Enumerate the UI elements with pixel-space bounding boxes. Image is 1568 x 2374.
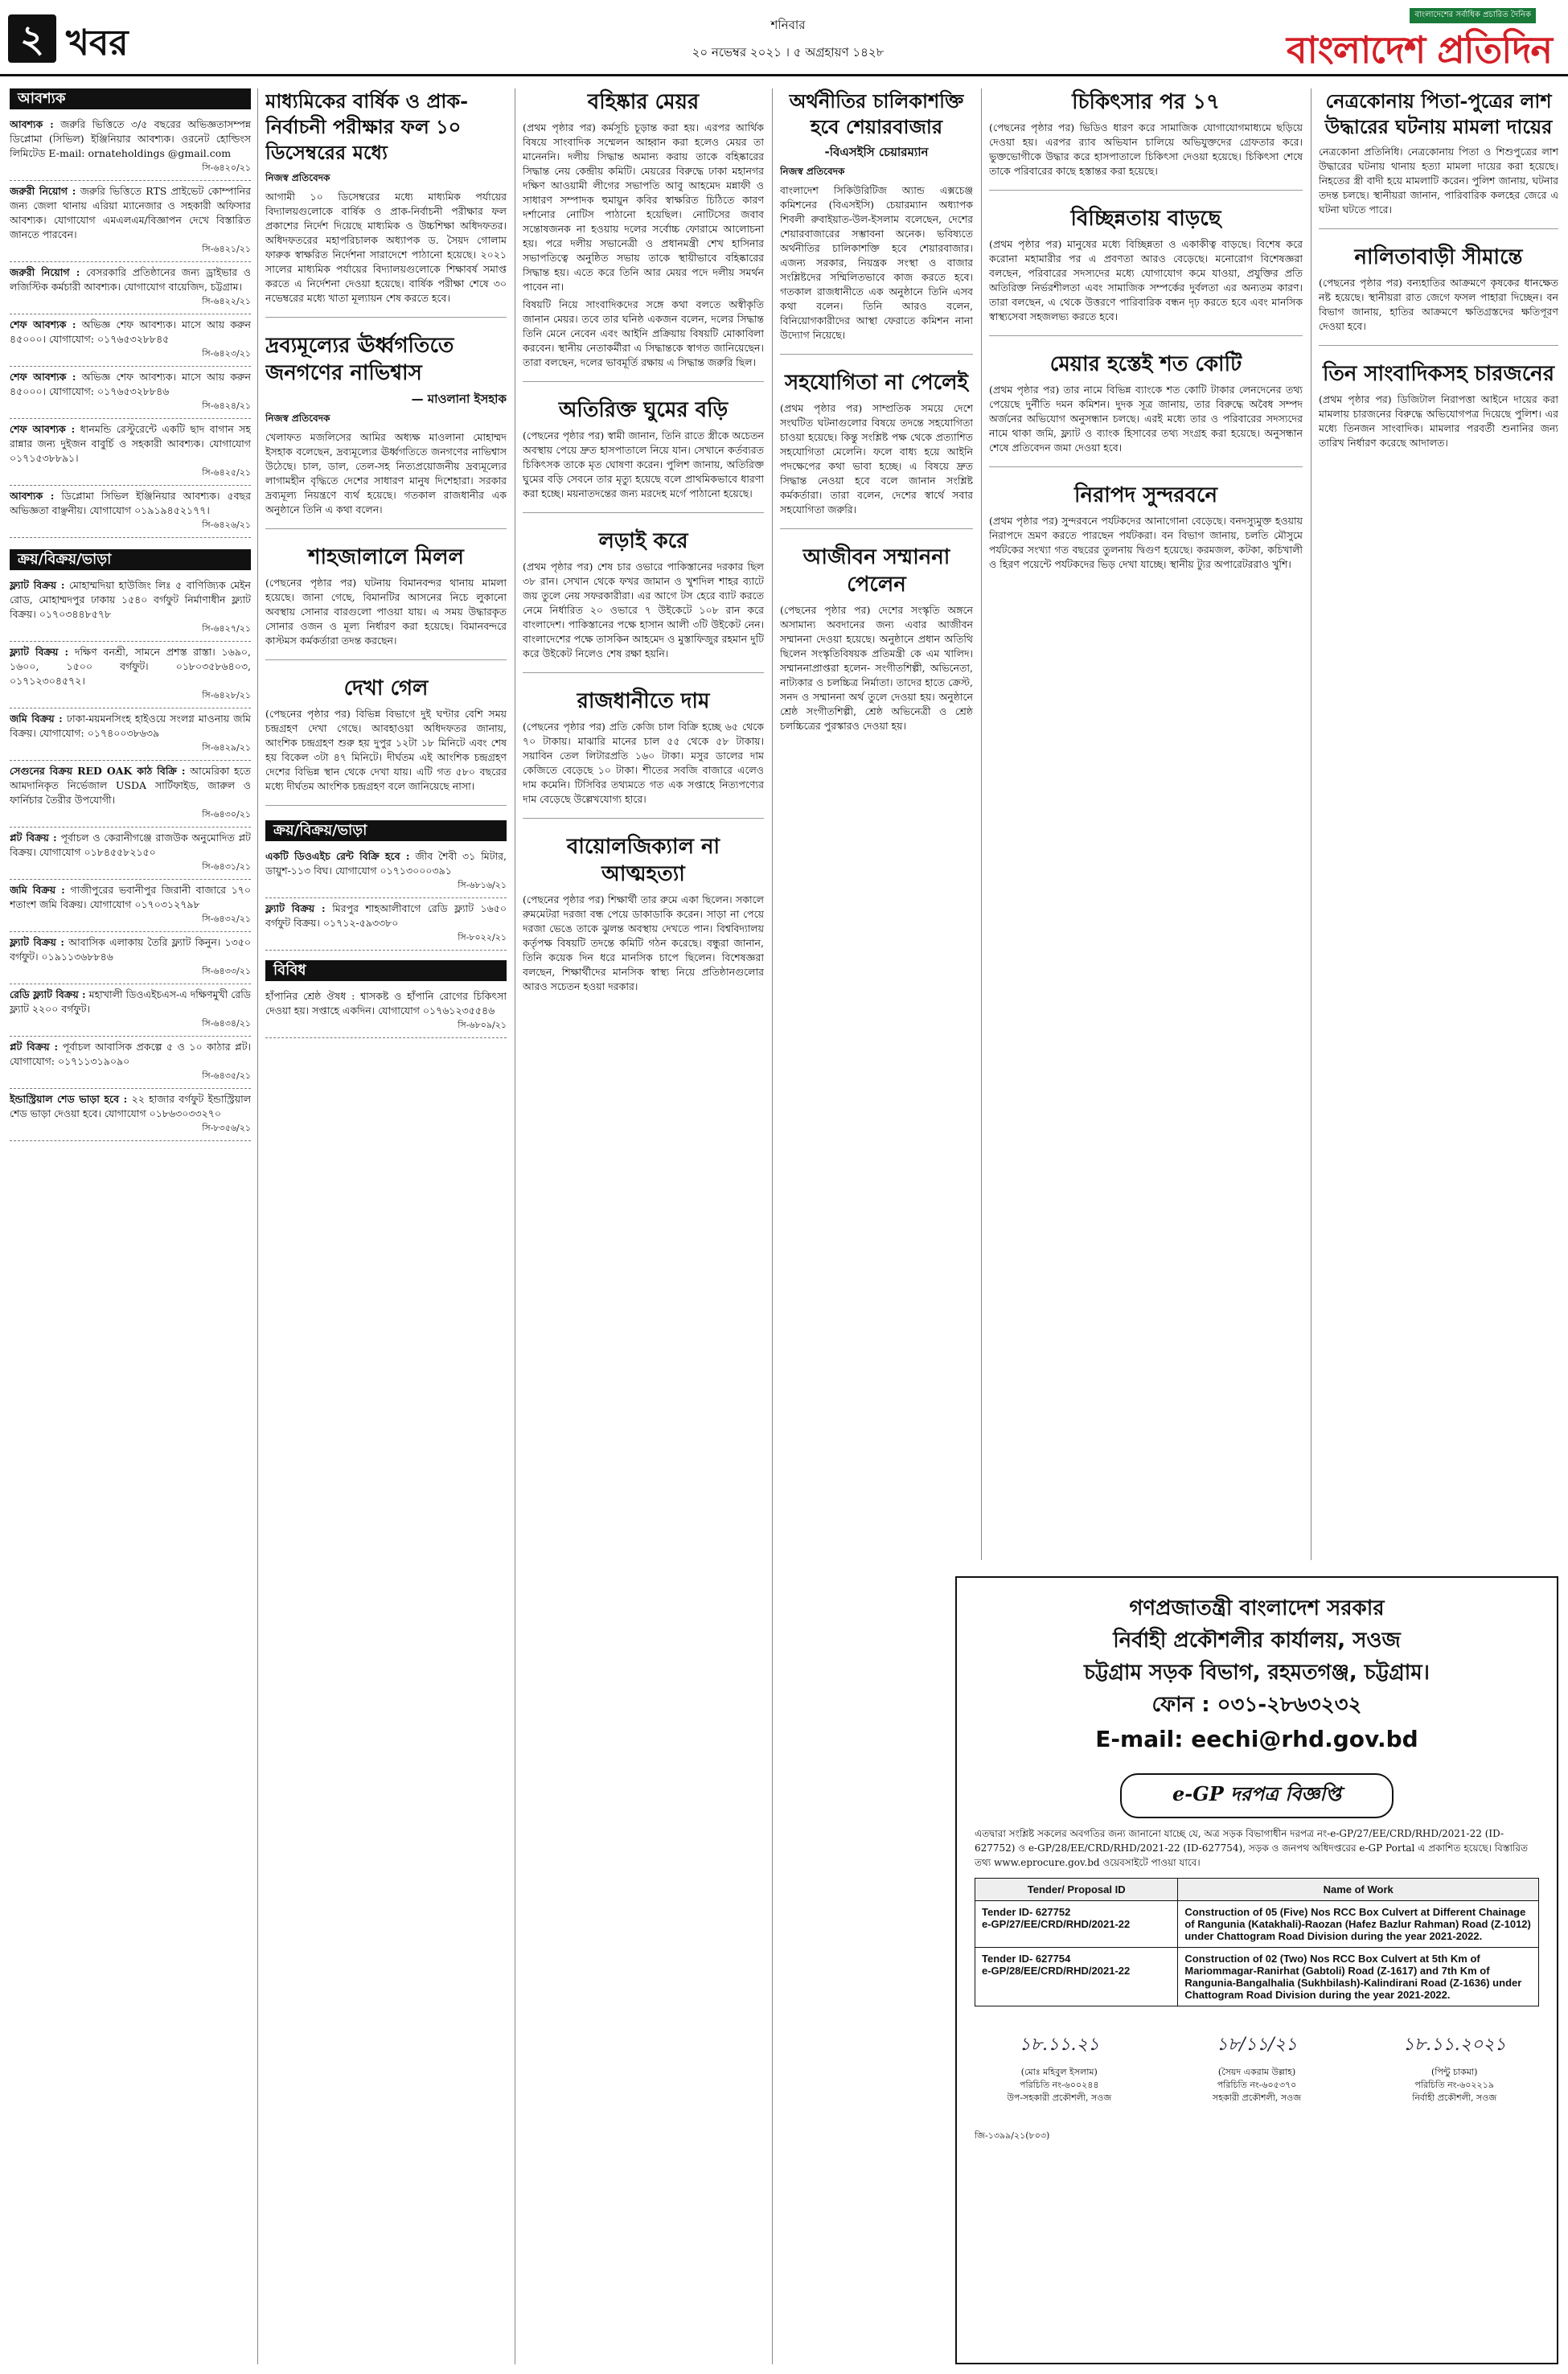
classified-item [10, 262, 251, 314]
dateline [667, 11, 909, 66]
classified-lead: একটি ডিওএইচ রেন্ট বিক্রি হবে : [265, 850, 410, 862]
story-lifetime-award [780, 544, 973, 745]
story-cooperation [780, 369, 973, 529]
signature-row [975, 2035, 1539, 2105]
signer-name: (মোঃ মহিবুল ইসলাম) [1020, 2067, 1098, 2077]
classified-item [10, 575, 251, 642]
notice-intro: এতদ্বারা সংশ্লিষ্ট সকলের অবগতির জন্য জানানো যাচ্ছে যে, অত্র সড়ক বিভাগাধীন দরপত্র নং-e-GP/27/EE/CRD/RHD/2021-22 (ID-627752) ও e-GP/28/EE/CRD/RHD/2021-22 (ID-627754), সড়ক ও জনপথ অধিদপ্তরের e-GP Portal এ প্রকাশিত হয়েছে। বিস্তারিত তথ্য www.eprocure.gov.bd ওয়েবসাইটে পাওয়া যাবে। [975, 1828, 1528, 1868]
ad-code: সি-৬৪৩৩/২১ [202, 966, 251, 976]
story-share-market [780, 88, 973, 355]
story-sleeping-pills [523, 396, 764, 513]
ad-code: সি-৬৪২৬/২১ [202, 520, 251, 530]
classified-lead: জরুরী নিয়োগ : [10, 266, 80, 278]
column-2 [265, 88, 507, 2364]
column-divider [257, 88, 258, 2364]
story-eclipse [265, 675, 507, 806]
classified-item [10, 1089, 251, 1141]
classified-lead: ফ্ল্যাট বিক্রয় : [265, 902, 326, 914]
table-header: Name of Work [1178, 1879, 1539, 1901]
headline: দ্রব্যমূল্যের ঊর্ধ্বগতিতে জনগণের নাভিশ্বাস [265, 334, 454, 385]
story-body: আগামী ১০ ডিসেম্বরের মধ্যে মাধ্যমিক পর্যায়ের বিদ্যালয়গুলোকে বার্ষিক ও প্রাক-নির্বাচনী পরীক্ষার ফল প্রকাশের নির্দেশ দিয়েছে মাধ্যমিক ও উচ্চশিক্ষা অধিদফতর। অধিদফতরের মহাপরিচালক অধ্যাপক ড. সৈয়দ গোলাম ফারুক স্বাক্ষরিত নির্দেশনা সারাদেশে পাঠানো হয়েছে। ২০২১ সালের মাধ্যমিক পর্যায়ের বিদ্যালয়গুলোকে শিক্ষাবর্ষ সমাপ্ত করতে এ নির্দেশনা দেওয়া হয়েছে। বার্ষিক পরীক্ষা শেষে ৩০ নভেম্বরের মধ্যে খাতা মূল্যায়ন শেষ করতে হবে। [265, 191, 507, 304]
subhead: -বিএসইসি চেয়ারম্যান [824, 145, 929, 159]
classified-lead: জমি বিক্রয় : [10, 713, 63, 725]
classified-text: মিরপুর শাহআলীবাগে রেডি ফ্ল্যাট ১৬৫০ বর্গফুট বিক্রয়। ০১৭১২-৫৯৩৩৮০ [265, 902, 507, 929]
headline: নিরাপদ সুন্দরবনে [1074, 483, 1217, 507]
story-body: (পেছনের পৃষ্ঠার পর) দেশের সংস্কৃতি অঙ্গনে অসামান্য অবদানের জন্য এবার আজীবন সম্মাননা দেওয়া হয়েছে। অনুষ্ঠানে প্রধান অতিথি ছিলেন সংস্কৃতিবিষয়ক প্রতিমন্ত্রী কে এম খালিদ। সম্মাননাপ্রাপ্তরা হলেন- সংগীতশিল্পী, অভিনেতা, নাট্যকার ও চলচ্চিত্র নির্মাতা। তাদের হাতে ক্রেস্ট, সনদ ও সম্মাননা অর্থ তুলে দেওয়া হয়। অনুষ্ঠানে শ্রেষ্ঠ সংগীতশিল্পী, শ্রেষ্ঠ অভিনেত্রী ও শ্রেষ্ঠ চলচ্চিত্রের পুরস্কারও দেওয়া হয়। [780, 604, 973, 732]
story-body: খেলাফত মজলিসের আমির অধ্যক্ষ মাওলানা মোহাম্মদ ইসহাক বলেছেন, দ্রব্যমূল্যের ঊর্ধ্বগতিতে জনগণের নাভিশ্বাস উঠেছে। চাল, ডাল, তেল-সহ নিত্যপ্রয়োজনীয় দ্রব্যমূল্যের লাগামহীন বৃদ্ধিতে দেশের সাধারণ মানুষ দিশেহারা। সরকার দ্রব্যমূল্য নিয়ন্ত্রণে ব্যর্থ হয়েছে। গতকাল রাজধানীর এক অনুষ্ঠানে তিনি এ কথা বলেন। [265, 431, 507, 515]
classified-lead: প্লট বিক্রয় : [10, 1041, 59, 1053]
work-name: Construction of 02 (Two) Nos RCC Box Culvert at 5th Km of Mariommagar-Ranirhat (Gabtoli) Road (Z-1617) and 7th Km of Rangunia-Bangalhalia (Sukhbilash)-Kalindirani Road (Z-1636) under Chattogram Road Division during the year 2021-2022. [1178, 1948, 1539, 2006]
notice-phone: ফোন : ০৩১-২৮৬৩২৩২ [1151, 1693, 1362, 1717]
story-nalitabari [1319, 244, 1558, 346]
headline: শাহজালালে মিলল [308, 545, 464, 569]
ad-code: সি-৮৩৫৬/২১ [202, 1123, 251, 1133]
ad-code: সি-৬৮১৬/২১ [458, 880, 507, 890]
ad-code: সি-৬৪২২/২১ [202, 296, 251, 306]
story-cricket [523, 528, 764, 673]
headline: রাজধানীতে দাম [577, 689, 710, 713]
headline: তিন সাংবাদিকসহ চারজনের [1322, 362, 1554, 386]
headline: সহযোগিতা না পেলেই [784, 371, 969, 395]
ad-code: সি-৬৪৩২/২১ [202, 914, 251, 924]
story-suicide [523, 833, 764, 1005]
column-divider [772, 88, 773, 2364]
headline: বহিষ্কার মেয়র [587, 90, 700, 114]
notice-code: জি-১৩৯৯/২১(৮০৩) [975, 2130, 1050, 2141]
story-body: (পেছনের পৃষ্ঠার পর) ঘটনায় বিমানবন্দর থানায় মামলা হয়েছে। জানা গেছে, বিমানটির আসনের নিচে লুকানো অবস্থায় সোনার বারগুলো পাওয়া যায়। এ সময় উদ্ধারকৃত সোনার ওজন ও মূল্য নির্ধারণ করা হয়েছে। বিমানবন্দরে কাস্টমস কর্মকর্তারা তদন্ত করছেন। [265, 577, 507, 647]
ad-code: সি-৬৪২৪/২১ [202, 400, 251, 411]
story-body: (প্রথম পৃষ্ঠার পর) সাম্প্রতিক সময়ে দেশে সংঘটিত ঘটনাগুলোর বিষয়ে তদন্তে সহযোগিতা চাওয়া হয়েছে। কিন্তু সংশ্লিষ্ট পক্ষ থেকে প্রত্যাশিত সহযোগিতা মেলেনি। ফলে বাধ্য হয়ে আইনি পদক্ষেপের কথা ভাবা হচ্ছে। এ বিষয়ে দ্রুত সিদ্ধান্ত নেওয়া হবে বলে জানান সংশ্লিষ্ট কর্মকর্তারা। তারা বলেন, দেশের স্বার্থে সবার সহযোগিতা জরুরি। [780, 402, 973, 515]
signer-office: উপ-সহকারী প্রকৌশলী, সওজ [1007, 2093, 1112, 2103]
classified-lead: ইন্ডাস্ট্রিয়াল শেড ভাড়া হবে : [10, 1093, 128, 1105]
classified-text: অভিজ্ঞ শেফ আবশ্যক। মাসে আয় করুন ৪৫০০০। যোগাযোগ: ০১৭৬৫৩২৮৮৪৫ [10, 318, 251, 345]
classified-text: দক্ষিণ বনশ্রী, সামনে প্রশস্ত রাস্তা। ১৬৯০, ১৬০০, ১৫০০ বর্গফুট। ০১৮০৩৫৮৬৪০৩, ০১৭১২৩০৪৫৭২। [10, 646, 251, 687]
story-shahjalal [265, 544, 507, 660]
classified-text: পূর্বাচল ও কেরানীগঞ্জে রাজউক অনুমোদিত প্লট বিক্রয়। যোগাযোগ ০১৮৪৫৫৮২১৫০ [10, 832, 251, 858]
headline: মেয়ার হস্তেই শত কোটি [1049, 352, 1242, 376]
signer-name: (সৈয়দ একরাম উল্লাহ) [1217, 2067, 1296, 2077]
classified-item [10, 419, 251, 486]
story-body: (পেছনের পৃষ্ঠার পর) শিক্ষার্থী তার রুমে একা ছিলেন। সকালে রুমমেটরা দরজা বন্ধ পেয়ে ডাকাডাকি করেন। সাড়া না পেয়ে দরজা ভেঙে তাকে ঝুলন্ত অবস্থায় দেখতে পান। বিশ্ববিদ্যালয় কর্তৃপক্ষ বিষয়টি তদন্তে কমিটি গঠন করেছে। বন্ধুরা জানান, তিনি কয়েক দিন ধরে মানসিক চাপে ছিলেন। বিশেষজ্ঞরা বলছেন, শিক্ষার্থীদের মানসিক স্বাস্থ্য নিয়ে প্রতিষ্ঠানগুলোর আরও সচেতন হওয়া দরকার। [523, 893, 764, 992]
tender-id: Tender ID- 627754 e-GP/28/EE/CRD/RHD/2021-22 [975, 1948, 1178, 2006]
classified-lead: প্লট বিক্রয় : [10, 832, 57, 844]
classified-item [265, 898, 507, 951]
classified-lead: শেফ আবশ্যক : [10, 371, 76, 383]
story-body: (পেছনের পৃষ্ঠার পর) প্রতি কেজি চাল বিক্রি হচ্ছে ৬৫ থেকে ৭০ টাকায়। মাঝারি মানের চাল ৫৫ থেকে ৫৮ টাকায়। সয়াবিন তেল লিটারপ্রতি ১৬০ টাকা। মসুর ডালের দাম কেজিতে বেড়েছে ১০ টাকা। শীতের সবজি বাজারে এলেও দাম কমেনি। টিসিবির তথ্যমতে গত এক সপ্তাহে নিত্যপণ্যের দাম বেড়েছে উল্লেখযোগ্য হারে। [523, 721, 764, 805]
day-label: শনিবার [770, 18, 806, 32]
signature-scribble: ১৮/১১/২১ [1216, 2035, 1298, 2055]
brand-tagline: বাংলাদেশের সর্বাধিক প্রচারিত দৈনিক [1410, 8, 1536, 23]
signature-scribble: ১৮.১১.২১ [1019, 2035, 1100, 2055]
classified-item [10, 984, 251, 1037]
classified-text: মোহাম্মদিয়া হাউজিং লিঃ ৫ বাণিজ্যিক মেইন রোড, মোহাম্মদপুর ঢাকায় ১৫৪০ বর্গফুট নির্মাণাধীন ফ্ল্যাট বিক্রয়। ০১৭০৩৪৪৮৫৭৮ [10, 579, 251, 620]
classified-text: ধানমন্ডি রেস্টুরেন্টে একটি ছাদ বাগান সহ রান্নার জন্য দুইজন বাবুর্চি ও সহকারী আবশ্যক। যোগাযোগ ০১৭১৫৩৮৮৯১। [10, 423, 251, 464]
classified-lead: আবশ্যক : [10, 490, 55, 502]
classified-text: পূর্বাচল আবাসিক প্রকল্পে ৫ ও ১০ কাঠার প্লট। যোগাযোগ: ০১৭১১৩১৯০৯০ [10, 1041, 251, 1067]
classified-item [10, 642, 251, 709]
classified-lead: আবশ্যক : [10, 118, 54, 130]
date-label: ২০ নভেম্বর ২০২১ । ৫ অগ্রহায়ণ ১৪২৮ [692, 45, 885, 60]
classified-item [10, 314, 251, 367]
story-capital-prices [523, 688, 764, 819]
classified-lead: শেফ আবশ্যক : [10, 423, 76, 435]
story-body: (প্রথম পৃষ্ঠার পর) সুন্দরবনে পর্যটকদের আনাগোনা বেড়েছে। বনদস্যুমুক্ত হওয়ায় নিরাপদে ভ্রমণ করতে পারছেন পর্যটকরা। বন বিভাগ জানায়, চলতি মৌসুমে পর্যটকের সংখ্যা গত বছরের তুলনায় দ্বিগুণ হয়েছে। করমজল, কটকা, কচিখালী ও হিরণ পয়েন্টে পর্যটকদের ভিড় দেখা যাচ্ছে। স্থানীয় ট্যুর অপারেটররাও খুশি। [989, 515, 1303, 570]
story-body: (পেছনের পৃষ্ঠার পর) বিভিন্ন বিভাগে দুই ঘণ্টার বেশি সময় চন্দ্রগ্রহণ দেখা গেছে। আবহাওয়া অধিদফতর জানায়, আংশিক চন্দ্রগ্রহণ শুরু হয় দুপুর ১২টা ১৮ মিনিটে এবং শেষ হয় বিকেল ৩টা ৪৭ মিনিটে। দীর্ঘতম এই আংশিক চন্দ্রগ্রহণ দেশের বিভিন্ন স্থান থেকে দেখা যায়। এটি গত ৫৮০ বছরের মধ্যে দীর্ঘতম আংশিক চন্দ্রগ্রহণ বলে জানিয়েছে নাসা। [265, 708, 507, 792]
ad-code: সি-৮০২২/২১ [458, 932, 507, 943]
section-name: খবর [66, 23, 129, 64]
tender-notice [955, 1576, 1558, 2364]
classified-item [10, 709, 251, 761]
classified-lead: ফ্ল্যাট বিক্রয় : [10, 936, 64, 948]
classified-text: মহাখালী ডিওএইচএস-এ দক্ষিণমুখী রেডি ফ্ল্যাট ২২০০ বর্গফুট। [10, 988, 251, 1015]
classified-lead: শেফ আবশ্যক : [10, 318, 76, 331]
subhead: — মাওলানা ইসহাক [411, 392, 507, 406]
signature-scribble: ১৮.১১.২০২১ [1402, 2035, 1506, 2055]
classified-text: ঢাকা-ময়মনসিংহ হাইওয়ে সংলগ্ন মাওনায় জমি বিক্রয়। যোগাযোগ: ০১৭৪০০৩৮৬৩৯ [10, 713, 251, 739]
classified-text: জীব শৈবী ৩১ মিটার, ডায়ুশ-১১৩ বিঘ। যোগাযোগ ০১৭১৩০০০৩৯১ [265, 850, 507, 877]
misc-text: হাঁপানির শ্রেষ্ঠ ঔষধ : শ্বাসকষ্ট ও হাঁপানি রোগের চিকিৎসা দেওয়া হয়। সপ্তাহে একদিন। যোগাযোগ ০১৭৬১২৩৫৫৪৬ [265, 990, 507, 1017]
ad-code: সি-৬৪৩৪/২১ [202, 1018, 251, 1029]
notice-egp-title: e-GP দরপত্র বিজ্ঞপ্তি [1120, 1773, 1394, 1818]
ad-code: সি-৬৪৩০/২১ [202, 809, 251, 819]
classified-item [10, 828, 251, 880]
misc-ad [265, 986, 507, 1038]
story-body: (প্রথম পৃষ্ঠার পর) কর্মসূচি চূড়ান্ত করা হয়। এরপর আর্থিক বিষয়ে সাংবাদিক সম্মেলন আহ্বান করা হলেও মেয়র তা মানেননি। দলীয় সিদ্ধান্ত অমান্য করায় তাকে বহিষ্কারের সিদ্ধান্ত নেয় কেন্দ্রীয় কমিটি। মেয়রের বিরুদ্ধে ঢাকা মহানগর দক্ষিণ আওয়ামী লীগের সভাপতি আবু আহমেদ মন্নাফী ও সাধারণ সম্পাদক হুমায়ুন কবির স্বাক্ষরিত চিঠিতে কারণ দর্শানোর নোটিস পাঠানো হয়েছিল। নোটিসের জবাব সন্তোষজনক না হওয়ায় দলের সর্বোচ্চ ফোরামে আলোচনা হয়। পরে দলীয় সভানেত্রী ও প্রধানমন্ত্রী শেখ হাসিনার সভাপতিত্বে অনুষ্ঠিত সভায় তাকে স্থায়ীভাবে বহিষ্কারের সিদ্ধান্ত হয়। এতে করে তিনি আর মেয়র পদে দলীয় সমর্থন পাবেন না। [523, 121, 764, 293]
classified-column [10, 88, 251, 2364]
ad-code: সি-৬৪২৯/২১ [202, 742, 251, 753]
headline: নালিতাবাড়ী সীমান্তে [1354, 245, 1523, 269]
signature-block [1172, 2035, 1342, 2105]
story-body: (পেছনের পৃষ্ঠার পর) ভিডিও ধারণ করে সামাজিক যোগাযোগমাধ্যমে ছড়িয়ে দেওয়া হয়। এরপর র‍্যাব অভিযান চালিয়ে অভিযুক্তদের গ্রেফতার করে। ভুক্তভোগীকে উদ্ধার করে হাসপাতালে চিকিৎসা দেওয়া হয়েছে। চিকিৎসা শেষে তাকে পরিবারের কাছে হস্তান্তর করা হয়েছে। [989, 121, 1303, 177]
classified-text: অভিজ্ঞ শেফ আবশ্যক। মাসে আয় করুন ৪৫০০০। যোগাযোগ: ০১৭৬৫৩২৮৮৪৬ [10, 371, 251, 397]
brand-logo: বাংলাদেশ প্রতিদিন [1286, 28, 1552, 72]
classified-item [265, 846, 507, 898]
ad-list [265, 846, 507, 951]
classified-text: আমেরিকা হতে আমদানিকৃত নির্ভেজাল USDA সার্টিফাইড, জারুল ও ফার্নিচার তৈরীর উপযোগী। [10, 765, 251, 806]
byline: নিজস্ব প্রতিবেদক [265, 413, 330, 424]
classified-item [10, 761, 251, 828]
headline: নেত্রকোনায় পিতা-পুত্রের লাশ উদ্ধারের ঘটনায় মামলা দায়ের [1324, 89, 1553, 138]
column-4 [780, 88, 973, 1560]
table-row [975, 1901, 1539, 1948]
headline: অতিরিক্ত ঘুমের বড়ি [558, 398, 729, 422]
story-body: (প্রথম পৃষ্ঠার পর) তার নামে বিভিন্ন ব্যাংকে শত কোটি টাকার লেনদেনের তথ্য পেয়েছে দুর্নীতি দমন কমিশন। দুদক সূত্র জানায়, তার বিরুদ্ধে অবৈধ সম্পদ অর্জনের অভিযোগ অনুসন্ধান চলছে। এরই মধ্যে তার ও পরিবারের সদস্যদের নামে থাকা জমি, ফ্ল্যাট ও ব্যাংক হিসাবের তথ্য সংগ্রহ করা হয়েছে। অনুসন্ধান শেষে প্রতিবেদন জমা দেওয়া হবে। [989, 384, 1303, 454]
story-body: (প্রথম পৃষ্ঠার পর) শেষ চার ওভারে পাকিস্তানের দরকার ছিল ৩৮ রান। সেখান থেকে ফখর জামান ও খুশদিল শাহর ব্যাটে জয় তুলে নেয় সফরকারীরা। এর আগে টস হেরে ব্যাট করতে নেমে নির্ধারিত ২০ ওভারে ৭ উইকেটে ১০৮ রান করে বাংলাদেশ। পাকিস্তানের পক্ষে হাসান আলী ৩টি উইকেট নেন। বাংলাদেশের পক্ষে তাসকিন আহমেদ ও মুস্তাফিজুর রহমান দুটি করে উইকেট নিলেও শেষ রক্ষা হয়নি। [523, 561, 764, 659]
story-mayor-expelled [523, 88, 764, 382]
column-6 [1319, 88, 1558, 1560]
story-hundred-crore [989, 351, 1303, 467]
classified-item [10, 114, 251, 181]
classified-header-wanted: আবশ্যক [10, 88, 251, 109]
byline: নিজস্ব প্রতিবেদক [265, 172, 330, 183]
notice-org-line1: গণপ্রজাতন্ত্রী বাংলাদেশ সরকার [1129, 1596, 1385, 1620]
headline: বিচ্ছিন্নতায় বাড়ছে [1070, 207, 1221, 231]
masthead [0, 0, 1568, 76]
column-3 [523, 88, 764, 2364]
ad-code: সি-৬৪২৫/২১ [202, 467, 251, 478]
header-rule [0, 74, 1568, 76]
notice-org-line3: চট্টগ্রাম সড়ক বিভাগ, রহমতগঞ্জ, চট্টগ্রাম। [1084, 1661, 1430, 1685]
headline: লড়াই করে [598, 529, 688, 553]
tender-id: Tender ID- 627752 e-GP/27/EE/CRD/RHD/2021-22 [975, 1901, 1178, 1948]
sale-list [10, 575, 251, 1141]
signature-block [1369, 2035, 1539, 2105]
wanted-list [10, 114, 251, 538]
headline: চিকিৎসার পর ১৭ [1072, 90, 1220, 114]
story-body: বাংলাদেশ সিকিউরিটিজ অ্যান্ড এক্সচেঞ্জ কমিশনের (বিএসইসি) চেয়ারম্যান অধ্যাপক শিবলী রুবাইয়াত-উল-ইসলাম বলেছেন, দেশের শেয়ারবাজারের সম্ভাবনা অনেক। ভবিষ্যতে অর্থনীতির চালিকাশক্তি হবে শেয়ারবাজার। এজন্য সরকার, নিয়ন্ত্রক সংস্থা ও বাজার সংশ্লিষ্টদের সম্মিলিতভাবে কাজ করতে হবে। গতকাল রাজধানীতে এক অনুষ্ঠানে তিনি এসব কথা বলেন। তিনি আরও বলেন, বিনিয়োগকারীদের আস্থা ফেরাতে কমিশন নানা উদ্যোগ নিয়েছে। [780, 184, 973, 341]
signer-id: পরিচিতি নং-৬০২২১৯ [1414, 2080, 1494, 2090]
ad-code: সি-৬৪২৮/২১ [202, 690, 251, 700]
notice-email[interactable]: E-mail: eechi@rhd.gov.bd [1095, 1726, 1418, 1752]
story-body: (প্রথম পৃষ্ঠার পর) মানুষের মধ্যে বিচ্ছিন্নতা ও একাকীত্ব বাড়ছে। বিশেষ করে করোনা মহামারীর পর এ প্রবণতা আরও বেড়েছে। মনোরোগ বিশেষজ্ঞরা বলছেন, পরিবারের সদস্যদের মধ্যে যোগাযোগ কমে যাওয়া, প্রযুক্তির প্রতি অতিরিক্ত নির্ভরশীলতা এবং সামাজিক সম্পর্কের দুর্বলতা এর অন্যতম কারণ। তারা বলছেন, এ থেকে উত্তরণে পারিবারিক বন্ধন দৃঢ় করতে হবে এবং মানসিক স্বাস্থ্যসেবা সহজলভ্য করতে হবে। [989, 238, 1303, 322]
headline: অর্থনীতির চালিকাশক্তি হবে শেয়ারবাজার [789, 89, 964, 138]
signer-name: (পিন্টু চাকমা) [1430, 2067, 1478, 2077]
story-body: (পেছনের পৃষ্ঠার পর) বন্যহাতির আক্রমণে কৃষকের ধানক্ষেত নষ্ট হয়েছে। স্থানীয়রা রাত জেগে ফসল পাহারা দিচ্ছেন। বন বিভাগ জানায়, হাতির আক্রমণে ক্ষতিগ্রস্তদের ক্ষতিপূরণ দেওয়া হবে। [1319, 277, 1558, 332]
story-isolation [989, 205, 1303, 336]
story-price-hike [265, 332, 507, 529]
story-body: নেত্রকোনা প্রতিনিধি। নেত্রকোনায় পিতা ও শিশুপুত্রের লাশ উদ্ধারের ঘটনায় থানায় হত্যা মামলা দায়ের করা হয়েছে। নিহতের স্ত্রী বাদী হয়ে মামলাটি করেন। পুলিশ জানায়, ঘটনার তদন্ত চলছে। স্থানীয়রা জানান, পারিবারিক কলহের জেরে এ ঘটনা ঘটতে পারে। [1319, 146, 1558, 216]
classified-text: জরুরি ভিত্তিতে ৩/৫ বছরের অভিজ্ঞতাসম্পন্ন ডিপ্লোমা (সিভিল) ইঞ্জিনিয়ার আবশ্যক। ওরনেট হোল্ডিংস লিমিটেড E-mail: ornateholdings @gmail.com [10, 118, 251, 159]
classified-item [10, 1037, 251, 1089]
classified-item [10, 367, 251, 419]
classified-lead: রেডি ফ্ল্যাট বিক্রয় : [10, 988, 86, 1000]
ad-code: সি-৬৪৩১/২১ [202, 861, 251, 872]
signer-id: পরিচিতি নং-৬০৫৩৭০ [1217, 2080, 1297, 2090]
classified-lead: সেগুনের বিক্রয় RED OAK কাঠ বিক্রি : [10, 765, 186, 777]
column-5 [989, 88, 1303, 1560]
classified-text: জরুরি ভিত্তিতে RTS প্রাইভেট কোম্পানির জন্য জেলা থানায় এরিয়া ম্যানেজার ও সহকারী অফিসার আবশ্যক। যোগাযোগ এমএলএম/বিজ্ঞাপন দেখে বিস্তারিত জানতে পারবেন। [10, 185, 251, 240]
classified-text: আবাসিক এলাকায় তৈরি ফ্ল্যাট কিনুন। ১৩৫০ বর্গফুট। ০১৯১১৩৬৮৮৪৬ [10, 936, 251, 963]
ad-header: ক্রয়/বিক্রয়/ভাড়া [265, 820, 507, 841]
story-body: (পেছনের পৃষ্ঠার পর) স্বামী জানান, তিনি রাতে স্ত্রীকে অচেতন অবস্থায় পেয়ে দ্রুত হাসপাতালে নিয়ে যান। সেখানে কর্তব্যরত চিকিৎসক তাকে মৃত ঘোষণা করেন। পুলিশ জানায়, অতিরিক্ত ঘুমের বড়ি সেবনে তার মৃত্যু হয়েছে বলে প্রাথমিকভাবে ধারণা করা হচ্ছে। ময়নাতদন্তের জন্য মরদেহ মর্গে পাঠানো হয়েছে। [523, 429, 764, 499]
signer-office: নির্বাহী প্রকৌশলী, সওজ [1412, 2093, 1497, 2103]
classified-text: ২২ হাজার বর্গফুট ইন্ডাস্ট্রিয়াল শেড ভাড়া দেওয়া হবে। যোগাযোগ ০১৮৬৩০৩৩২৭০ [10, 1093, 251, 1119]
headline: আজীবন সম্মাননা পেলেন [802, 545, 950, 597]
classified-lead: ফ্ল্যাট বিক্রয় : [10, 646, 69, 658]
ad-code: সি-৬৪২৭/২১ [202, 623, 251, 634]
ad-code: সি-৬৪২৩/২১ [202, 348, 251, 359]
page-number: ২ [8, 14, 56, 63]
signature-block [975, 2035, 1144, 2105]
byline: নিজস্ব প্রতিবেদক [780, 166, 845, 177]
classified-item [10, 880, 251, 932]
classified-lead: ফ্ল্যাট বিক্রয় : [10, 579, 65, 591]
misc-header: বিবিধ [265, 960, 507, 981]
table-header: Tender/ Proposal ID [975, 1879, 1178, 1901]
ad-code: সি-৬৪২০/২১ [202, 162, 251, 173]
story-sundarbans [989, 482, 1303, 583]
classified-header-sale: ক্রয়/বিক্রয়/ভাড়া [10, 549, 251, 570]
notice-org-line2: নির্বাহী প্রকৌশলীর কার্যালয়, সওজ [1113, 1629, 1401, 1653]
tender-table [975, 1878, 1539, 2006]
story-netrokona [1319, 88, 1558, 229]
table-row [975, 1948, 1539, 2006]
signer-office: সহকারী প্রকৌশলী, সওজ [1212, 2093, 1302, 2103]
ad-code: সি-৬৪৩৫/২১ [202, 1070, 251, 1081]
story-body: বিষয়টি নিয়ে সাংবাদিকদের সঙ্গে কথা বলতে অস্বীকৃতি জানান মেয়র। তবে তার ঘনিষ্ঠ একজন বলেন, দলের সিদ্ধান্ত তিনি মেনে নেবেন এবং আইনি প্রক্রিয়ায় বিষয়টি মোকাবিলা করবেন। স্থানীয় নেতাকর্মীরা এ সিদ্ধান্তকে স্বাগত জানিয়েছেন। তারা বলছেন, দলের ভাবমূর্তি রক্ষায় এ সিদ্ধান্ত জরুরি ছিল। [523, 298, 764, 368]
ad-code: সি-৬৪২১/২১ [202, 244, 251, 254]
headline: বায়োলজিক্যাল না আত্মহত্যা [566, 835, 720, 886]
headline: মাধ্যমিকের বার্ষিক ও প্রাক-নির্বাচনী পরীক্ষার ফল ১০ ডিসেম্বরের মধ্যে [265, 89, 469, 164]
story-body: (প্রথম পৃষ্ঠার পর) ডিজিটাল নিরাপত্তা আইনে দায়ের করা মামলায় চারজনের বিরুদ্ধে অভিযোগপত্র দিয়েছে পুলিশ। এর মধ্যে তিনজন সাংবাদিক। মামলার পরবর্তী শুনানির জন্য তারিখ নির্ধারণ করেছে আদালত। [1319, 393, 1558, 449]
classified-lead: জরুরী নিয়োগ : [10, 185, 76, 197]
ad-code: সি-৬৮০৯/২১ [458, 1020, 507, 1030]
work-name: Construction of 05 (Five) Nos RCC Box Culvert at Different Chainage of Rangunia (Katakhali)-Raozan (Hafez Bazlur Rahman) Road (Z-1012) under Chattogram Road Division during the year 2021-2022. [1178, 1901, 1539, 1948]
classified-text: ডিপ্লোমা সিভিল ইঞ্জিনিয়ার আবশ্যক। ৫বছর অভিজ্ঞতা বাঞ্ছনীয়। যোগাযোগ ০১৯১৯৪৫২১৭৭। [10, 490, 251, 516]
classified-item [10, 181, 251, 262]
classified-text: বেসরকারি প্রতিষ্ঠানের জন্য ড্রাইভার ও লজিস্টিক কর্মচারী আবশ্যক। যোগাযোগ বায়েজিদ, চট্টগ্রাম। [10, 266, 251, 293]
headline: দেখা গেল [343, 676, 429, 700]
story-treatment [989, 88, 1303, 191]
classified-item [10, 486, 251, 538]
classified-lead: জমি বিক্রয় : [10, 884, 65, 896]
signer-id: পরিচিতি নং-৬০০২৪৪ [1020, 2080, 1099, 2090]
classified-item [10, 932, 251, 984]
story-journalists [1319, 360, 1558, 462]
classified-text: গাজীপুরের ভবানীপুর জিরানী বাজারে ১৭০ শতাংশ জমি বিক্রয়। যোগাযোগ ০১৭০৩১২৭৯৮ [10, 884, 251, 910]
column-divider [981, 88, 982, 1560]
story-exam-results [265, 88, 507, 318]
